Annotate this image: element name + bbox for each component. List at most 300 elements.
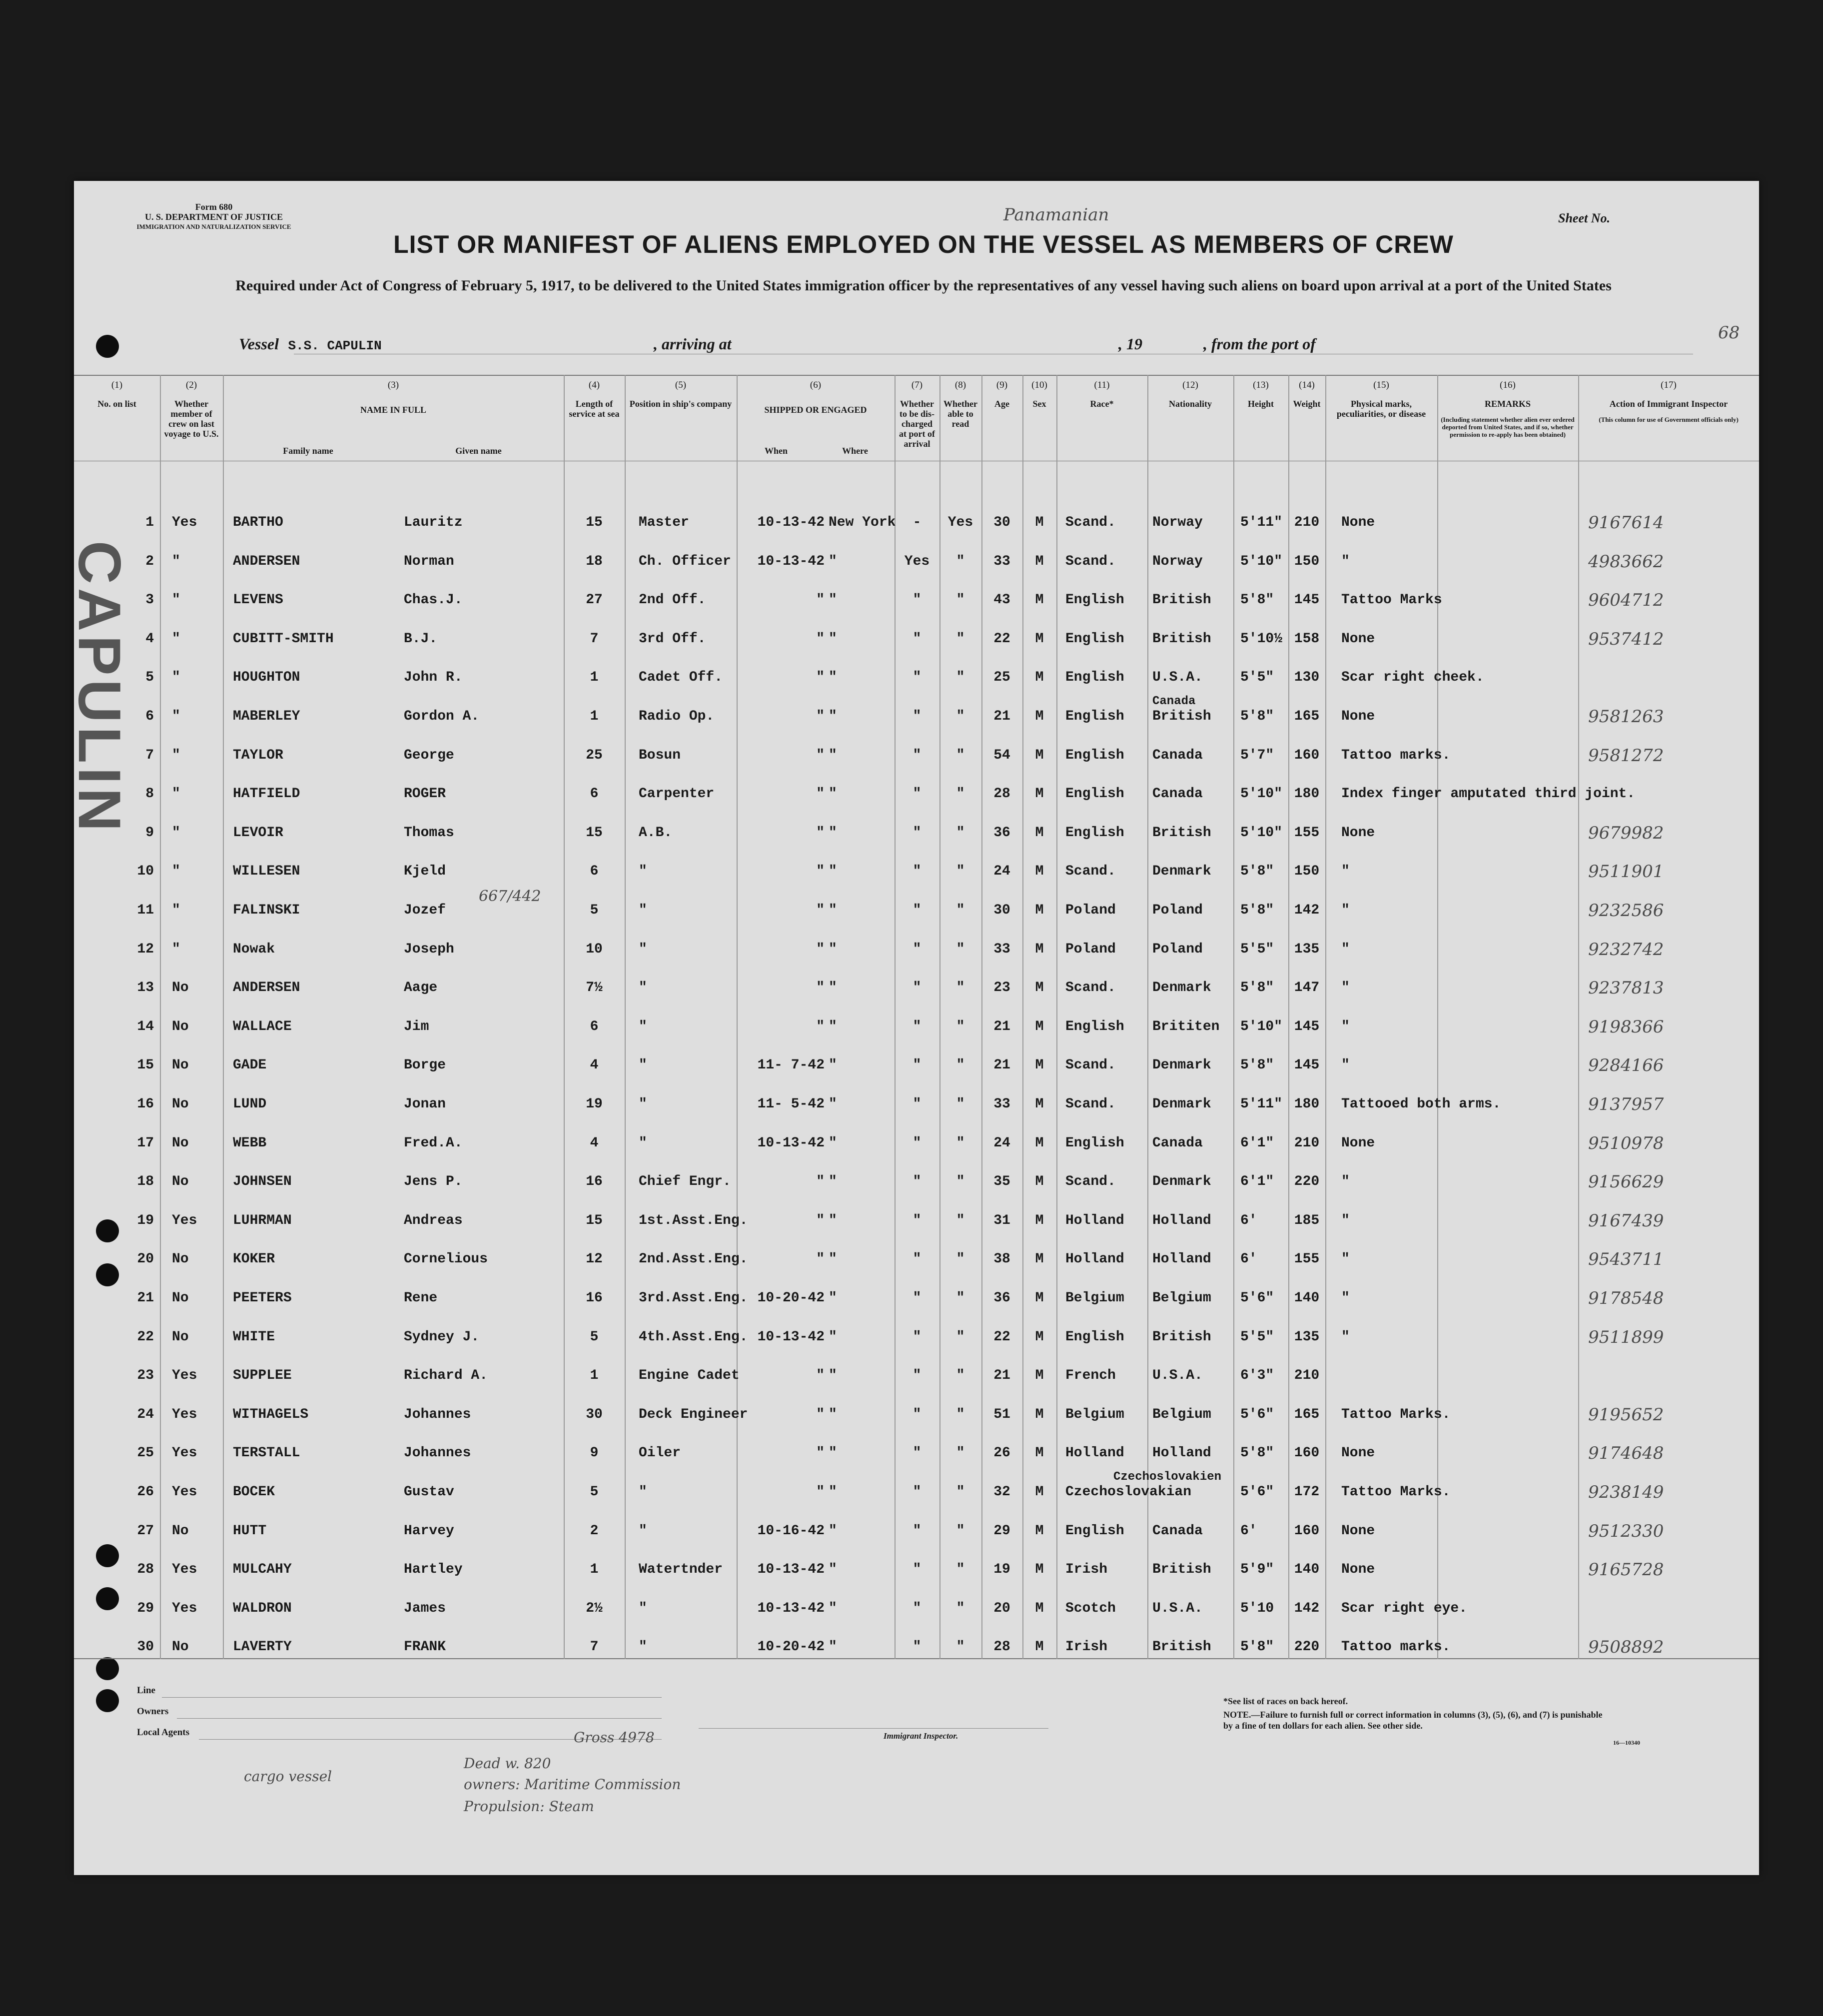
given-name: Aage (404, 980, 438, 996)
failure-note: NOTE.—Failure to furnish full or correct information in columns (3), (5), (6), and (7) is punishable by a fine of ten dollars for each alien. See other side. (1223, 1710, 1603, 1731)
column-number: (12) (1182, 380, 1198, 390)
family-name: WHITE (233, 1329, 275, 1345)
able-to-read: " (956, 980, 965, 996)
age: 21 (993, 1018, 1010, 1034)
able-to-read: " (956, 941, 965, 957)
able-to-read: " (956, 1096, 965, 1112)
previous-voyage: " (172, 903, 180, 918)
given-name: Andreas (404, 1212, 463, 1228)
length-of-service: 1 (590, 709, 599, 724)
previous-voyage: No (172, 1523, 189, 1539)
able-to-read: " (956, 1135, 965, 1151)
height: 5'10 (1240, 1600, 1274, 1616)
service-name: IMMIGRATION AND NATURALIZATION SERVICE (136, 223, 291, 230)
table-row (74, 695, 1759, 729)
able-to-read: " (956, 1639, 965, 1655)
nationality: Denmark (1152, 864, 1211, 880)
inspector-action: 9195652 (1588, 1404, 1664, 1425)
table-row (74, 1470, 1759, 1504)
family-name: CUBITT-SMITH (233, 631, 334, 647)
family-name: HOUGHTON (233, 670, 300, 686)
nationality: Holland (1152, 1445, 1211, 1461)
shipped-when: 11- 5-42 (757, 1096, 825, 1112)
hand-note-owners: owners: Maritime Commission (464, 1776, 681, 1793)
table-row (74, 745, 1759, 768)
table-row (74, 1601, 1759, 1621)
weight: 185 (1294, 1212, 1320, 1228)
able-to-read: " (956, 709, 965, 724)
inspector-action: 9604712 (1588, 590, 1664, 611)
row-number: 14 (137, 1018, 154, 1034)
given-name: Thomas (404, 825, 454, 841)
table-row (74, 1562, 1759, 1582)
nationality: Canada (1152, 1135, 1203, 1151)
position: Carpenter (639, 786, 715, 802)
column-number: (7) (911, 380, 923, 390)
previous-voyage: No (172, 1290, 189, 1306)
shipped-when: 11- 7-42 (757, 1057, 825, 1073)
sex: M (1035, 1212, 1044, 1228)
table-row (74, 1210, 1759, 1233)
physical-marks: None (1341, 709, 1375, 724)
previous-voyage: " (172, 553, 180, 569)
table-row (74, 1096, 1759, 1116)
shipped-where: " (829, 592, 837, 608)
given-name: Kjeld (404, 864, 446, 880)
row-number: 24 (137, 1406, 154, 1422)
nationality: U.S.A. (1152, 1600, 1203, 1616)
weight: 160 (1294, 747, 1320, 763)
sex: M (1035, 1600, 1044, 1616)
binder-hole (96, 1689, 119, 1712)
given-name: Johannes (404, 1445, 471, 1461)
from-port-label: , from the port of (1203, 335, 1316, 353)
column-subheader: When (764, 446, 788, 456)
sex: M (1035, 903, 1044, 918)
discharged: " (912, 1329, 921, 1345)
row-number: 12 (137, 941, 154, 957)
able-to-read: " (956, 864, 965, 880)
previous-voyage: Yes (172, 515, 197, 530)
length-of-service: 18 (586, 553, 603, 569)
race: English (1065, 592, 1124, 608)
race: Scand. (1065, 1057, 1116, 1073)
inspector-action: 9238149 (1588, 1482, 1664, 1502)
previous-voyage: No (172, 1174, 189, 1190)
weight: 172 (1294, 1484, 1320, 1500)
family-name: SUPPLEE (233, 1368, 292, 1384)
shipped-when: " (816, 1445, 825, 1461)
family-name: KOKER (233, 1251, 275, 1267)
family-name: ANDERSEN (233, 980, 300, 996)
races-note: *See list of races on back hereof. (1223, 1696, 1348, 1706)
discharged: " (912, 1639, 921, 1655)
column-header: Sex (1032, 399, 1046, 409)
shipped-when: " (816, 1174, 825, 1190)
age: 31 (993, 1212, 1010, 1228)
row-number: 27 (137, 1523, 154, 1539)
inspector-action: 9137957 (1588, 1094, 1664, 1114)
form-subtitle: Required under Act of Congress of February 5, 1917, to be delivered to the United States immigration officer by the representatives of any vessel having such aliens on board upon arrival at a port of the United States (235, 277, 1612, 294)
immigrant-inspector-label: Immigrant Inspector. (884, 1731, 958, 1741)
given-name: James (404, 1600, 446, 1616)
length-of-service: 27 (586, 592, 603, 608)
length-of-service: 1 (590, 1368, 599, 1384)
weight: 145 (1294, 1018, 1320, 1034)
shipped-where: " (829, 1406, 837, 1422)
able-to-read: " (956, 1600, 965, 1616)
nationality: British (1152, 631, 1211, 647)
family-name: LEVENS (233, 592, 283, 608)
row-number: 3 (145, 592, 154, 608)
physical-marks: " (1341, 1174, 1350, 1190)
physical-marks: None (1341, 825, 1375, 841)
sex: M (1035, 1096, 1044, 1112)
inspector-action: 9174648 (1588, 1443, 1664, 1464)
inspector-signature-line (699, 1728, 1048, 1729)
row-number: 29 (137, 1600, 154, 1616)
shipped-where: " (829, 670, 837, 686)
weight: 210 (1294, 515, 1320, 530)
column-number: (17) (1661, 380, 1677, 390)
age: 24 (993, 864, 1010, 880)
column-header: Age (994, 399, 1009, 409)
inspector-action: 9537412 (1588, 629, 1664, 649)
physical-marks: None (1341, 1135, 1375, 1151)
nationality: Denmark (1152, 980, 1211, 996)
weight: 180 (1294, 1096, 1320, 1112)
race: Poland (1065, 903, 1116, 918)
nationality: British (1152, 709, 1211, 724)
discharged: " (912, 1562, 921, 1578)
physical-marks: Tattoo marks. (1341, 747, 1451, 763)
column-header: Weight (1293, 399, 1321, 409)
discharged: " (912, 786, 921, 802)
race: Czechoslovakian (1065, 1484, 1192, 1500)
height: 5'8" (1240, 1057, 1274, 1073)
previous-voyage: " (172, 941, 180, 957)
column-header: REMARKS (1484, 399, 1531, 409)
given-name: Jim (404, 1018, 429, 1034)
position: 3rd Off. (639, 631, 706, 647)
shipped-when: " (816, 1484, 825, 1500)
nationality: Norway (1152, 515, 1203, 530)
age: 21 (993, 1368, 1010, 1384)
vessel-label: Vessel (239, 335, 279, 353)
length-of-service: 15 (586, 825, 603, 841)
previous-voyage: No (172, 1639, 189, 1655)
height: 5'8" (1240, 903, 1274, 918)
race: English (1065, 709, 1124, 724)
column-header-note: (Including statement whether alien ever ordered deported from United States, and if so, whether permission to re-apply has been obtained) (1441, 416, 1575, 438)
inspector-action: 9167614 (1588, 513, 1664, 533)
age: 38 (993, 1251, 1010, 1267)
given-name: Hartley (404, 1562, 463, 1578)
shipped-where: " (829, 1639, 837, 1655)
nationality: British (1152, 1329, 1211, 1345)
age: 23 (993, 980, 1010, 996)
weight: 145 (1294, 592, 1320, 608)
discharged: " (912, 1290, 921, 1306)
length-of-service: 2½ (586, 1600, 603, 1616)
hand-note-deadweight: Dead w. 820 (464, 1755, 551, 1772)
family-name: TERSTALL (233, 1445, 300, 1461)
physical-marks: " (1341, 1057, 1350, 1073)
length-of-service: 1 (590, 670, 599, 686)
able-to-read: " (956, 1368, 965, 1384)
age: 28 (993, 786, 1010, 802)
row-number: 4 (145, 631, 154, 647)
row-number: 21 (137, 1290, 154, 1306)
discharged: " (912, 1406, 921, 1422)
position: " (639, 864, 647, 880)
sex: M (1035, 515, 1044, 530)
physical-marks: None (1341, 1523, 1375, 1539)
weight: 150 (1294, 864, 1320, 880)
age: 35 (993, 1174, 1010, 1190)
sex: M (1035, 1639, 1044, 1655)
shipped-where: " (829, 1057, 837, 1073)
height: 5'6" (1240, 1484, 1274, 1500)
weight: 135 (1294, 1329, 1320, 1345)
table-row (74, 631, 1759, 651)
shipped-where: " (829, 1562, 837, 1578)
shipped-when: 10-13-42 (757, 1329, 825, 1345)
column-number: (16) (1500, 380, 1516, 390)
previous-voyage: " (172, 747, 180, 763)
weight: 140 (1294, 1562, 1320, 1578)
family-name: GADE (233, 1057, 267, 1073)
length-of-service: 6 (590, 864, 599, 880)
previous-voyage: " (172, 709, 180, 724)
shipped-when: " (816, 709, 825, 724)
shipped-where: " (829, 864, 837, 880)
race: English (1065, 1329, 1124, 1345)
family-name: LEVOIR (233, 825, 283, 841)
previous-voyage: No (172, 1251, 189, 1267)
shipped-where: " (829, 980, 837, 996)
given-name: Fred.A. (404, 1135, 463, 1151)
nationality: Denmark (1152, 1174, 1211, 1190)
table-row (74, 825, 1759, 845)
shipped-where: " (829, 1523, 837, 1539)
position: Oiler (639, 1445, 681, 1461)
able-to-read: " (956, 670, 965, 686)
shipped-when: " (816, 941, 825, 957)
row-number: 15 (137, 1057, 154, 1073)
row-number: 8 (145, 786, 154, 802)
age: 22 (993, 1329, 1010, 1345)
family-name: TAYLOR (233, 747, 283, 763)
nationality: Norway (1152, 553, 1203, 569)
nationality: Poland (1152, 941, 1203, 957)
height: 5'11" (1240, 515, 1283, 530)
sex: M (1035, 1251, 1044, 1267)
weight: 220 (1294, 1174, 1320, 1190)
nationality: British (1152, 1639, 1211, 1655)
column-header: Whether to be dis-charged at port of arrival (899, 399, 935, 449)
previous-voyage: " (172, 825, 180, 841)
family-name: WITHAGELS (233, 1406, 309, 1422)
physical-marks: None (1341, 515, 1375, 530)
inspector-action: 9178548 (1588, 1288, 1664, 1308)
race: Scand. (1065, 1174, 1116, 1190)
physical-marks: " (1341, 903, 1350, 918)
shipped-when: 10-13-42 (757, 1562, 825, 1578)
column-header: NAME IN FULL (360, 405, 426, 415)
shipped-when: 10-13-42 (757, 1135, 825, 1151)
length-of-service: 7 (590, 631, 599, 647)
able-to-read: " (956, 1290, 965, 1306)
inspector-action: 9156629 (1588, 1172, 1664, 1192)
owners-underline (177, 1718, 662, 1719)
able-to-read: " (956, 1406, 965, 1422)
binder-hole (96, 335, 119, 358)
race: French (1065, 1368, 1116, 1384)
nationality-above: Canada (1152, 695, 1196, 708)
sex: M (1035, 1057, 1044, 1073)
position: " (639, 1135, 647, 1151)
sex: M (1035, 709, 1044, 724)
position: Radio Op. (639, 709, 715, 724)
row-number: 19 (137, 1212, 154, 1228)
position: 3rd.Asst.Eng. (639, 1290, 748, 1306)
length-of-service: 9 (590, 1445, 599, 1461)
weight: 160 (1294, 1445, 1320, 1461)
shipped-when: " (816, 825, 825, 841)
physical-marks: " (1341, 1018, 1350, 1034)
arriving-label: , arriving at (654, 335, 732, 353)
height: 6'1" (1240, 1135, 1274, 1151)
table-row (74, 1251, 1759, 1271)
inspector-action: 9232586 (1588, 901, 1664, 921)
table-row (74, 1135, 1759, 1155)
previous-voyage: Yes (172, 1484, 197, 1500)
row-number: 16 (137, 1096, 154, 1112)
table-row (74, 1016, 1759, 1039)
discharged: " (912, 864, 921, 880)
shipped-where: " (829, 1096, 837, 1112)
height: 5'8" (1240, 980, 1274, 996)
table-row (74, 786, 1759, 806)
row-number: 10 (137, 864, 154, 880)
length-of-service: 5 (590, 1484, 599, 1500)
previous-voyage: Yes (172, 1406, 197, 1422)
previous-voyage: No (172, 1057, 189, 1073)
shipped-when: 10-13-42 (757, 553, 825, 569)
shipped-where: " (829, 1212, 837, 1228)
able-to-read: " (956, 1057, 965, 1073)
sex: M (1035, 631, 1044, 647)
height: 5'8" (1240, 1445, 1274, 1461)
race: Holland (1065, 1445, 1124, 1461)
physical-marks: Tattoo Marks (1341, 592, 1442, 608)
shipped-when: " (816, 903, 825, 918)
able-to-read: " (956, 1018, 965, 1034)
nationality: Denmark (1152, 1057, 1211, 1073)
family-name: Nowak (233, 941, 275, 957)
column-number: (10) (1031, 380, 1047, 390)
race: Holland (1065, 1212, 1124, 1228)
weight: 158 (1294, 631, 1320, 647)
race: English (1065, 747, 1124, 763)
inspector-action: 9510978 (1588, 1133, 1664, 1153)
able-to-read: " (956, 825, 965, 841)
row-number: 7 (145, 747, 154, 763)
able-to-read: " (956, 747, 965, 763)
table-row (74, 1329, 1759, 1349)
able-to-read: " (956, 786, 965, 802)
position: " (639, 1523, 647, 1539)
physical-marks: " (1341, 1329, 1350, 1345)
discharged: " (912, 825, 921, 841)
inspector-action: 9581272 (1588, 745, 1664, 766)
nationality: Canada (1152, 1523, 1203, 1539)
able-to-read: " (956, 592, 965, 608)
row-number: 23 (137, 1368, 154, 1384)
family-name: LAVERTY (233, 1639, 292, 1655)
column-header: Action of Immigrant Inspector (1609, 399, 1728, 409)
table-row (74, 1404, 1759, 1427)
column-subheader: Where (842, 446, 868, 456)
row-number: 1 (145, 515, 154, 530)
discharged: - (912, 515, 921, 530)
given-name: Jonan (404, 1096, 446, 1112)
shipped-when: " (816, 1212, 825, 1228)
sex: M (1035, 1368, 1044, 1384)
race: English (1065, 631, 1124, 647)
family-name: JOHNSEN (233, 1174, 292, 1190)
given-name: Borge (404, 1057, 446, 1073)
given-name: Gustav (404, 1484, 454, 1500)
table-row (74, 939, 1759, 962)
position: 4th.Asst.Eng. (639, 1329, 748, 1345)
height: 5'10" (1240, 1018, 1283, 1034)
shipped-when: " (816, 670, 825, 686)
family-name: BARTHO (233, 515, 283, 530)
shipped-when: " (816, 747, 825, 763)
form-title: LIST OR MANIFEST OF ALIENS EMPLOYED ON THE VESSEL AS MEMBERS OF CREW (393, 230, 1454, 258)
height: 6'1" (1240, 1174, 1274, 1190)
age: 43 (993, 592, 1010, 608)
row-number: 22 (137, 1329, 154, 1345)
race: Belgium (1065, 1290, 1124, 1306)
physical-marks: None (1341, 631, 1375, 647)
inspector-action: 9508892 (1588, 1637, 1664, 1658)
length-of-service: 1 (590, 1562, 599, 1578)
inspector-action: 9167439 (1588, 1210, 1664, 1231)
age: 22 (993, 631, 1010, 647)
weight: 210 (1294, 1135, 1320, 1151)
previous-voyage: " (172, 592, 180, 608)
position: 2nd.Asst.Eng. (639, 1251, 748, 1267)
age: 19 (993, 1562, 1010, 1578)
weight: 140 (1294, 1290, 1320, 1306)
table-row (74, 1368, 1759, 1388)
sex: M (1035, 1445, 1044, 1461)
column-header: Whether member of crew on last voyage to U.S. (164, 399, 219, 439)
row-number: 5 (145, 670, 154, 686)
length-of-service: 15 (586, 515, 603, 530)
nationality-above: Czechoslovakien (1113, 1470, 1222, 1484)
discharged: " (912, 941, 921, 957)
shipped-where: " (829, 1251, 837, 1267)
column-header: Physical marks, peculiarities, or disease (1336, 399, 1426, 419)
column-header: Position in ship's company (629, 399, 732, 409)
age: 30 (993, 515, 1010, 530)
position: Watertnder (639, 1562, 723, 1578)
table-row (74, 980, 1759, 1000)
